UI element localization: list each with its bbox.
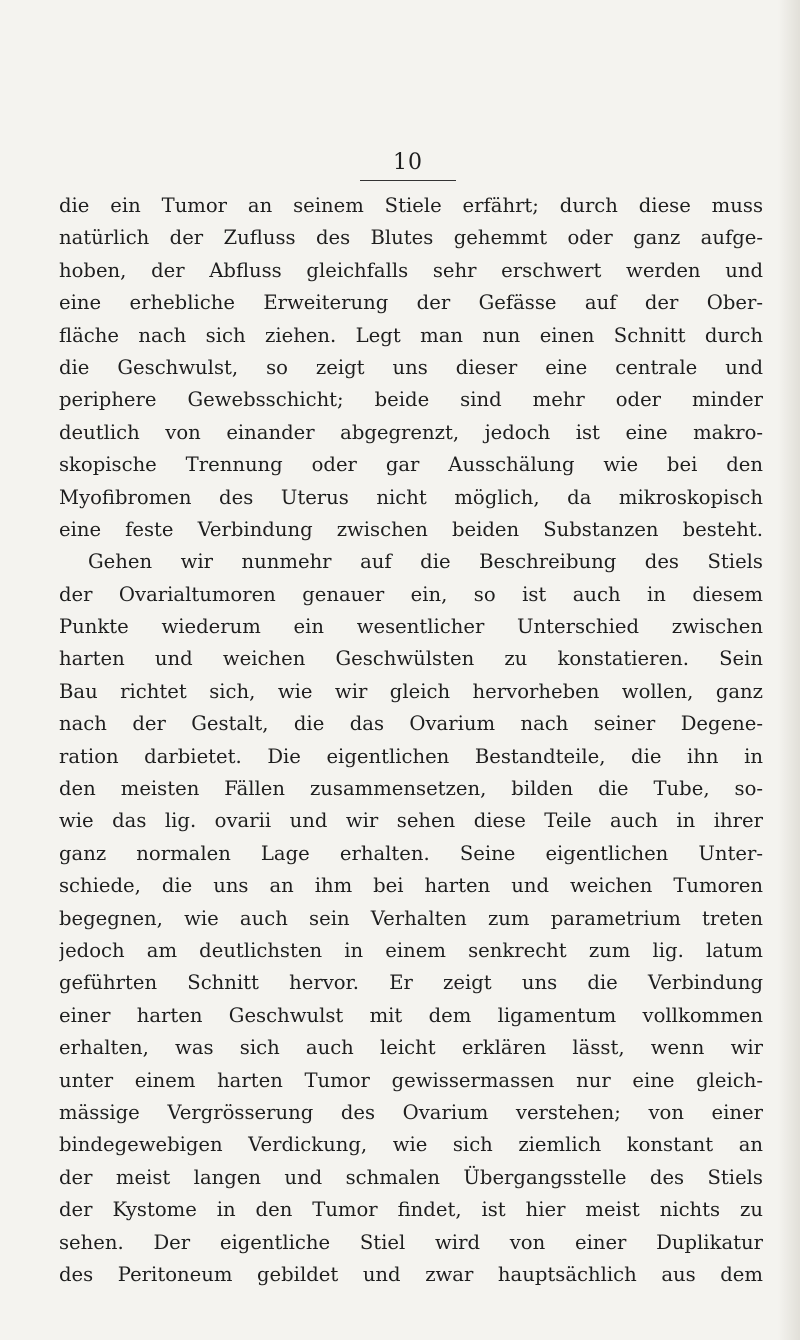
- text-line: deutlich von einander abgegrenzt, jedoch ist eine makro-: [59, 420, 763, 444]
- text-line: fläche nach sich ziehen. Legt man nun einen Schnitt durch: [59, 323, 763, 347]
- body-text: [59, 190, 763, 1291]
- text-line: bindegewebigen Verdickung, wie sich ziemlich konstant an: [59, 1133, 763, 1157]
- text-line: wie das lig. ovarii und wir sehen diese Teile auch in ihrer: [59, 809, 763, 833]
- text-line: geführten Schnitt hervor. Er zeigt uns die Verbindung: [59, 971, 763, 995]
- text-line: erhalten, was sich auch leicht erklären lässt, wenn wir: [59, 1036, 763, 1060]
- text-line: eine feste Verbindung zwischen beiden Substanzen besteht.: [59, 517, 763, 541]
- text-line: sehen. Der eigentliche Stiel wird von einer Duplikatur: [59, 1230, 763, 1254]
- text-line: der Kystome in den Tumor findet, ist hier meist nichts zu: [59, 1198, 763, 1222]
- text-line: der Ovarialtumoren genauer ein, so ist auch in diesem: [59, 582, 763, 606]
- text-line: begegnen, wie auch sein Verhalten zum parametrium treten: [59, 906, 763, 930]
- text-line: natürlich der Zufluss des Blutes gehemmt oder ganz aufge-: [59, 226, 763, 250]
- text-line: schiede, die uns an ihm bei harten und weichen Tumoren: [59, 874, 763, 898]
- text-line: jedoch am deutlichsten in einem senkrecht zum lig. latum: [59, 938, 763, 962]
- text-line: den meisten Fällen zusammensetzen, bilden die Tube, so-: [59, 777, 763, 801]
- text-line: der meist langen und schmalen Übergangsstelle des Stiels: [59, 1165, 763, 1189]
- text-line: die ein Tumor an seinem Stiele erfährt; durch diese muss: [59, 194, 763, 217]
- text-line: periphere Gewebsschicht; beide sind mehr oder minder: [59, 388, 763, 412]
- text-line: Bau richtet sich, wie wir gleich hervorheben wollen, ganz: [59, 679, 763, 703]
- text-line: hoben, der Abfluss gleichfalls sehr erschwert werden und: [59, 258, 763, 282]
- text-line: unter einem harten Tumor gewissermassen nur eine gleich-: [59, 1068, 763, 1092]
- page-header: [358, 150, 458, 181]
- text-line: die Geschwulst, so zeigt uns dieser eine centrale und: [59, 355, 763, 379]
- text-line: mässige Vergrösserung des Ovarium verstehen; von einer: [59, 1100, 763, 1124]
- text-line: eine erhebliche Erweiterung der Gefässe auf der Ober-: [59, 291, 763, 315]
- paragraph-start-line: Gehen wir nunmehr auf die Beschreibung des Stiels: [88, 550, 763, 574]
- text-line: Myofibromen des Uterus nicht möglich, da mikroskopisch: [59, 485, 763, 509]
- text-line: ration darbietet. Die eigentlichen Bestandteile, die ihn in: [59, 744, 763, 768]
- text-line: skopische Trennung oder gar Ausschälung wie bei den: [59, 453, 763, 477]
- text-line: ganz normalen Lage erhalten. Seine eigentlichen Unter-: [59, 841, 763, 865]
- text-line: einer harten Geschwulst mit dem ligamentum vollkommen: [59, 1003, 763, 1027]
- text-line: Punkte wiederum ein wesentlicher Unterschied zwischen: [59, 615, 763, 639]
- header-rule: [360, 180, 456, 181]
- text-line: des Peritoneum gebildet und zwar hauptsächlich aus dem: [59, 1262, 763, 1286]
- text-line: nach der Gestalt, die das Ovarium nach seiner Degene-: [59, 712, 763, 736]
- page-edge-shadow: [778, 0, 800, 1340]
- text-line: harten und weichen Geschwülsten zu konstatieren. Sein: [59, 647, 763, 671]
- page-number: 10: [393, 150, 423, 175]
